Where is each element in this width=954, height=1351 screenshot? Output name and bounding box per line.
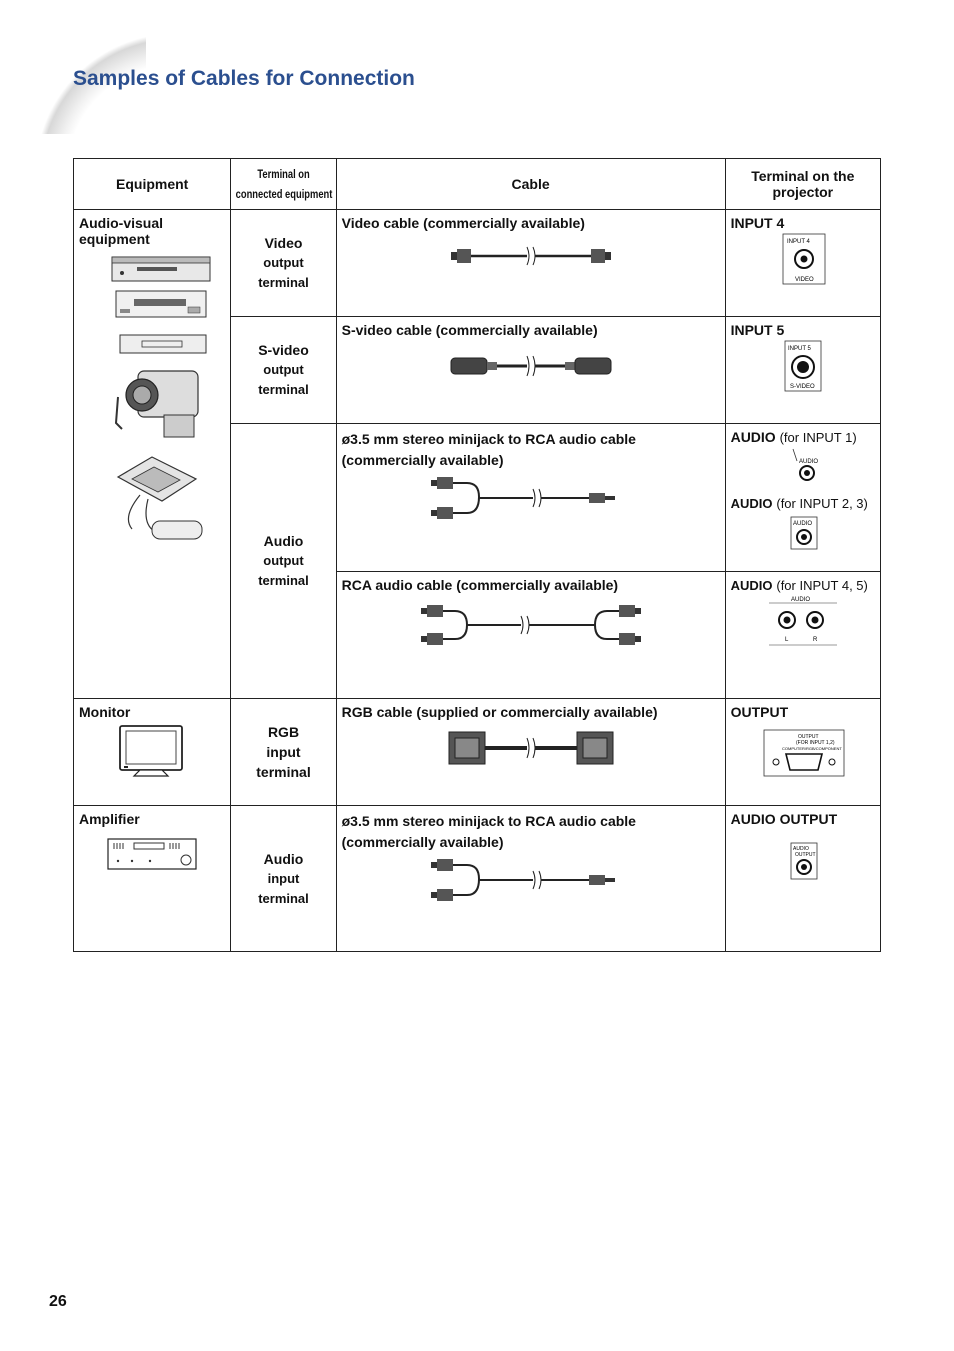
audio-output-terminal-icon xyxy=(773,837,833,893)
audio1-panel-label: AUDIO xyxy=(798,459,818,465)
input4-panel-label: INPUT 4 xyxy=(786,239,810,245)
cable-rca-audio xyxy=(336,572,725,699)
cable-label-rgb: RGB cable (supplied or commercially available) xyxy=(341,704,658,720)
cable-label-svideo: S-video cable (commercially available) xyxy=(341,322,598,338)
cable-label-minijack: ø3.5 mm stereo minijack to RCA audio cable (commercially available) xyxy=(341,431,636,468)
cable-minijack-rca xyxy=(336,424,725,572)
cable-label-video: Video cable (commercially available) xyxy=(341,215,585,231)
rgb-panel-line2: (FOR INPUT 1,2) xyxy=(795,740,835,746)
input4-panel-sub: VIDEO xyxy=(794,277,814,283)
monitor-illustration xyxy=(112,720,192,782)
cable-label-rca: RCA audio cable (commercially available) xyxy=(341,577,619,593)
audio23-terminal-icon xyxy=(773,511,833,551)
projector-audio45-cell xyxy=(725,572,880,699)
page-title: Samples of Cables for Connection xyxy=(73,67,415,90)
projector-input5-cell xyxy=(725,317,880,424)
header-equipment: Equipment xyxy=(74,159,231,210)
projector-label-input5: INPUT 5 xyxy=(730,322,785,338)
equipment-label-av: Audio-visual equipment xyxy=(79,215,164,247)
cable-amp-minijack xyxy=(336,806,725,952)
projector-label-audio45: AUDIO (for INPUT 4, 5) xyxy=(730,578,868,593)
audio23-panel-label: AUDIO xyxy=(792,521,812,527)
cable-rgb xyxy=(336,699,725,806)
svideo-cable-illustration xyxy=(431,338,631,394)
projector-audio-output-cell xyxy=(725,806,880,952)
input5-terminal-icon xyxy=(773,338,833,398)
audio45-terminal-icon xyxy=(763,593,843,649)
audio45-panel-label: AUDIO xyxy=(790,597,810,603)
page-number: 26 xyxy=(49,1293,67,1310)
video-cable-illustration xyxy=(431,231,631,281)
projector-label-output: OUTPUT xyxy=(730,704,789,720)
input4-terminal-icon xyxy=(773,231,833,289)
amp-panel-line2: OUTPUT xyxy=(794,852,816,858)
amp-cable-illustration xyxy=(421,853,641,913)
amp-panel-line1: AUDIO xyxy=(792,846,809,852)
header-cable: Cable xyxy=(336,159,725,210)
equipment-monitor-cell xyxy=(74,699,231,806)
rca-cable-illustration xyxy=(411,593,651,657)
terminal-audio-input: Audio input terminal xyxy=(231,806,336,952)
rca-panel-r: R xyxy=(812,637,818,643)
terminal-rgb-input: RGB input terminal xyxy=(231,699,336,806)
table-row xyxy=(74,699,881,806)
amplifier-illustration xyxy=(102,827,202,877)
cable-label-amp: ø3.5 mm stereo minijack to RCA audio cable (commercially available) xyxy=(341,813,636,850)
terminal-video-output: Video output terminal xyxy=(231,210,336,317)
projector-label-audio1: AUDIO (for INPUT 1) xyxy=(730,429,857,445)
minijack-cable-illustration xyxy=(421,471,641,531)
cable-svideo xyxy=(336,317,725,424)
projector-label-audio-output: AUDIO OUTPUT xyxy=(730,811,838,827)
header-terminal-projector: Terminal on the projector xyxy=(725,159,880,210)
terminal-svideo-output: S-video output terminal xyxy=(231,317,336,424)
cable-video xyxy=(336,210,725,317)
terminal-audio-output: Audio output terminal xyxy=(231,424,336,699)
rgb-panel-line1: OUTPUT xyxy=(797,734,819,740)
rgb-panel-line3: COMPUTER/RGB/COMPONENT xyxy=(781,746,842,751)
av-equipment-illustration xyxy=(92,247,212,547)
projector-input4-cell xyxy=(725,210,880,317)
projector-output-cell xyxy=(725,699,880,806)
equipment-amplifier-cell xyxy=(74,806,231,952)
table-row xyxy=(74,806,881,952)
rca-panel-l: L xyxy=(784,637,789,643)
input5-panel-label: INPUT 5 xyxy=(787,346,811,352)
rgb-output-terminal-icon xyxy=(758,720,848,780)
projector-label-audio23: AUDIO (for INPUT 2, 3) xyxy=(730,496,868,511)
equipment-label-monitor: Monitor xyxy=(79,704,131,720)
input5-panel-sub: S-VIDEO xyxy=(789,384,815,390)
equipment-label-amplifier: Amplifier xyxy=(79,811,140,827)
table-row xyxy=(74,210,881,317)
rgb-cable-illustration xyxy=(431,720,631,776)
table-header-row xyxy=(74,159,881,210)
equipment-av-cell xyxy=(74,210,231,699)
header-terminal-connected: Terminal on connected equipment xyxy=(231,159,336,210)
audio1-terminal-icon xyxy=(773,445,833,485)
cables-table xyxy=(73,158,881,952)
projector-label-input4: INPUT 4 xyxy=(730,215,785,231)
projector-audio-cell xyxy=(725,424,880,572)
